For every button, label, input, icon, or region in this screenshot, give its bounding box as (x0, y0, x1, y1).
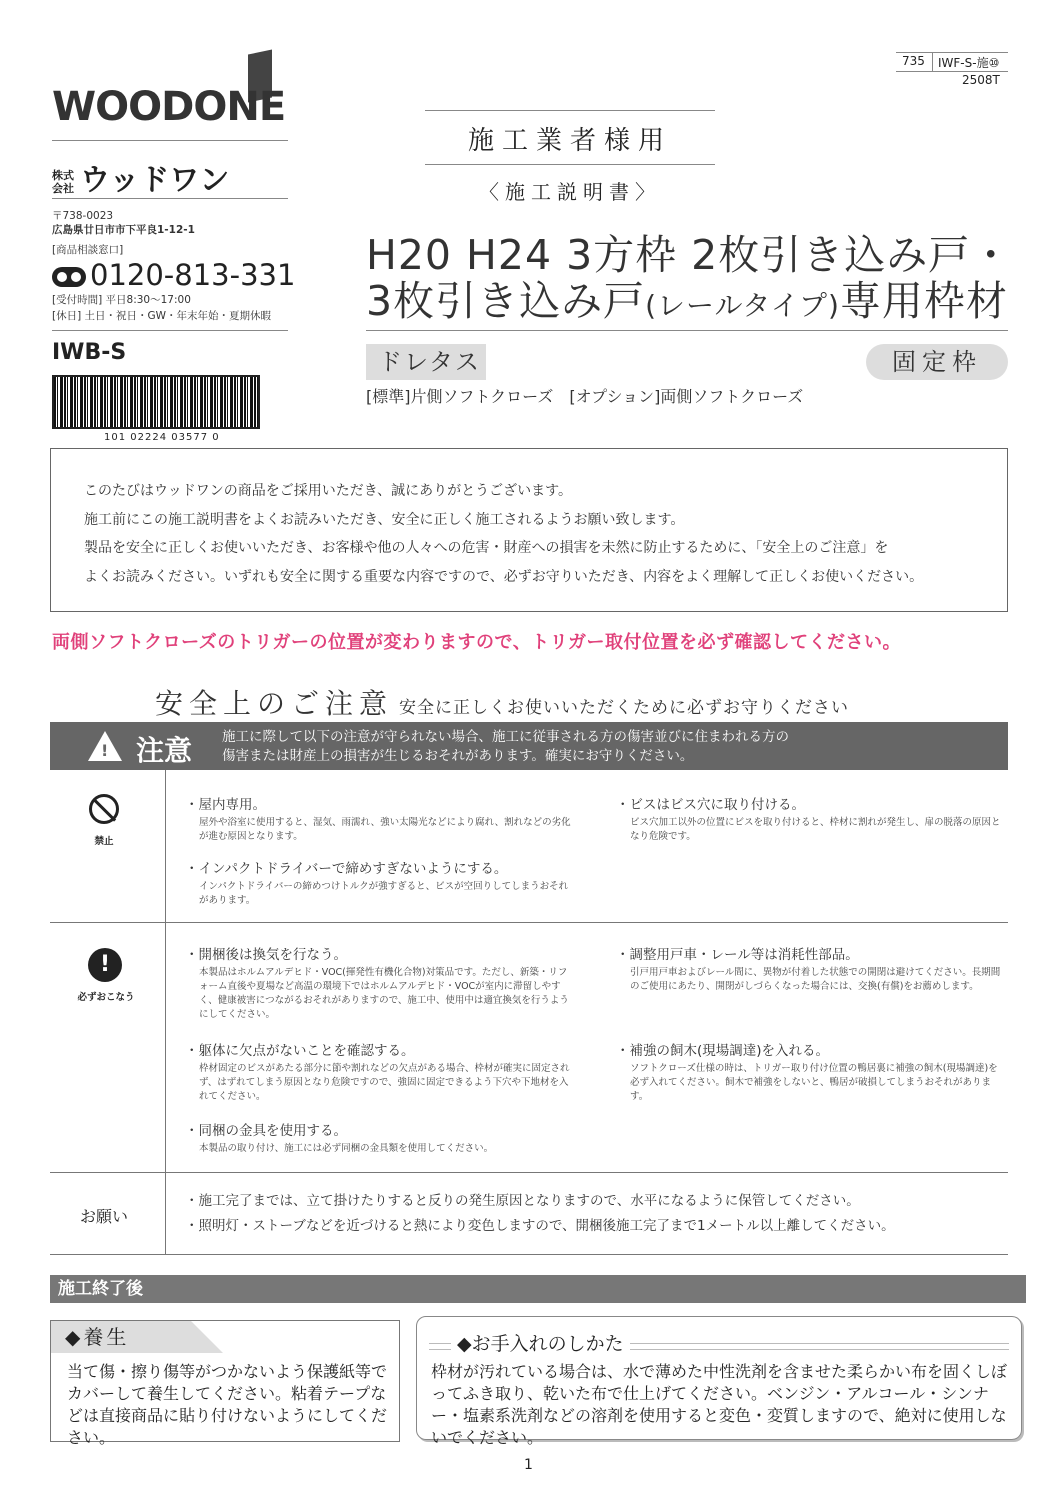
caution-text: 施工に際して以下の注意が守られない場合、施工に従事される方の傷害並びに住まわれる方の 傷害または財産上の損害が生じるおそれがあります。確実にお守りください。 (222, 729, 789, 764)
address: 広島県廿日市市下平良1-12-1 (52, 224, 195, 236)
phone-number: 0120-813-331 (52, 258, 295, 292)
manual-label: 〈施工説明書〉 (479, 180, 661, 204)
section-heading: 施工終了後 (50, 1275, 1026, 1303)
safety-item: ・調整用戸車・レール等は消耗性部品。 引戸用戸車およびレール間に、異物が付着した状態での開閉は避けてください。長期間のご使用にあたり、開閉がしづらくなった場合には、交換(有償)をお薦めします。 (616, 947, 1001, 992)
for-builder-label: 施工業者様用 (467, 126, 672, 156)
consult-label: [商品相談窓口] (52, 244, 124, 256)
safety-item: ・屋内専用。 屋外や浴室に使用すると、湿気、雨濡れ、強い太陽光などにより腐れ、割れなどの劣化が進む原因となります。 (185, 797, 571, 842)
company-name: 株式 会社 ウッドワン (52, 163, 230, 198)
request-list (185, 1189, 1005, 1239)
intro-line: このたびはウッドワンの商品をご採用いただき、誠にありがとうございます。 (84, 483, 573, 499)
postal-code: 〒738-0023 (52, 210, 114, 222)
page-title: H20 H24 3方枠 2枚引き込み戸・ 3枚引き込み戸(レールタイプ)専用枠材 (366, 231, 1013, 325)
request-item: ・施工完了までは、立て掛けたりすると反りの発生原因となりますので、水平になるように保管してください。 (185, 1193, 860, 1209)
safety-item: ・同梱の金具を使用する。 本製品の取り付け、施工には必ず同梱の金具類を使用してください。 (185, 1123, 494, 1154)
barcode (52, 375, 260, 429)
holidays: [休日] 土日・祝日・GW・年末年始・夏期休暇 (52, 310, 272, 322)
divider (52, 140, 288, 141)
maintenance-title: ◆お手入れのしかた (451, 1329, 630, 1356)
divider (50, 1172, 1008, 1173)
prohibit-label: 禁止 (94, 836, 114, 847)
page-number: 1 (524, 1457, 533, 1473)
business-hours: [受付時間] 平日8:30〜17:00 (52, 294, 191, 306)
safety-item: ・躯体に欠点がないことを確認する。 枠材固定のビスがあたる部分に節や割れなどの欠点がある場合、枠材が確実に固定されず、はずれてしまう原因となり危険ですので、強固に固定できるよう下穴や下地材を入れてください。 (185, 1043, 570, 1102)
curing-title: ◆養生 (51, 1321, 191, 1353)
divider (425, 164, 715, 165)
prohibit-icon (89, 794, 119, 824)
divider (52, 198, 288, 199)
curing-box (50, 1320, 400, 1447)
intro-line: よくお読みください。いずれも安全に関する重要な内容ですので、必ずお守りいただき、内容をよく理解して正しくお使いください。 (84, 568, 924, 585)
caution-label: 注意 (136, 734, 193, 767)
intro-line: 施工前にこの施工説明書をよくお読みいただき、安全に正しく施工されるようお願い致します。 (84, 511, 685, 528)
mandatory-icon: ! (88, 948, 122, 982)
maintenance-box (416, 1316, 1022, 1447)
safety-heading: 安全上のご注意 安全に正しくお使いいただくために必ずお守りください (155, 687, 850, 720)
maintenance-text: 枠材が汚れている場合は、水で薄めた中性洗剤を含ませた柔らかい布を固くしぼってふき取り、乾いた布で仕上げてください。ベンジン・アルコール・シンナー・塩素系洗剤などの溶剤を使用すると変色・変質しますので、絶対に使用しないでください。 (431, 1362, 1008, 1447)
series-tag: ドレタス (366, 344, 486, 380)
divider (50, 1254, 1008, 1255)
request-item: ・照明灯・ストーブなどを近づけると熱により変色しますので、開梱後施工完了まで1メートル以上離してください。 (185, 1218, 895, 1234)
divider (425, 110, 715, 111)
logo-text: WOODONE (52, 84, 286, 130)
safety-item: ・補強の飼木(現場調達)を入れる。 ソフトクローズ仕様の時は、トリガー取り付け位置の鴨居裏に補強の飼木(現場調達)を必ず入れてください。飼木で補強をしないと、鴨居が破損してしまうおそれがあります。 (616, 1043, 998, 1102)
divider (165, 770, 166, 1254)
document-revision: 2508T (962, 73, 1000, 87)
company-prefix: 株式 会社 (52, 168, 74, 195)
divider (366, 330, 1008, 331)
frame-type-badge: 固定枠 (866, 344, 1008, 380)
trigger-notice: 両側ソフトクローズのトリガーの位置が変わりますので、トリガー取付位置を必ず確認してください。 (52, 632, 902, 653)
model-number: IWB-S (52, 340, 127, 365)
safety-item: ・開梱後は換気を行なう。 本製品はホルムアルデヒド・VOC(揮発性有機化合物)対策品です。ただし、新築・リフォーム直後や夏場など高温の環境下ではホルムアルデヒド・VOCが室内に滞留しやすく、健康被害につながるおそれがありますので、施工中、使用中は適宜換気を行うようにしてください。 (185, 947, 569, 1020)
divider (50, 922, 1008, 923)
intro-box (50, 448, 1008, 612)
intro-line: 製品を安全に正しくお使いいただき、お客様や他の人々への危害・財産への損害を未然に防止するために、「安全上のご注意」を (84, 540, 889, 556)
request-label: お願い (80, 1207, 129, 1226)
woodone-logo (52, 52, 290, 128)
safety-subheading: 安全に正しくお使いいただくために必ずお守りください (399, 698, 850, 718)
safety-item: ・ビスはビス穴に取り付ける。 ビス穴加工以外の位置にビスを取り付けると、枠材に割れが発生し、扉の脱落の原因となり危険です。 (616, 797, 1001, 842)
freedial-icon (52, 267, 86, 287)
curing-text: 当て傷・擦り傷等がつかないよう保護紙等でカバーして養生してください。粘着テープなどは直接商品に貼り付けないようにしてください。 (67, 1362, 388, 1447)
mandatory-label: 必ずおこなう (77, 992, 135, 1003)
document-code: 735 IWF-S-施⑩ (896, 52, 1008, 72)
option-info: [標準]片側ソフトクローズ [オプション]両側ソフトクローズ (366, 387, 804, 406)
safety-item: ・インパクトドライバーで締めすぎないようにする。 インパクトドライバーの締めつけトルクが強すぎると、ビスが空回りしてしまうおそれがあります。 (185, 861, 569, 906)
caution-bar: ! 注意 施工に際して以下の注意が守られない場合、施工に従事される方の傷害並びに住まわれる方の 傷害または財産上の損害が生じるおそれがあります。確実にお守りください。 (50, 722, 1008, 770)
divider (52, 330, 288, 331)
barcode-number: 101 02224 03577 0 (104, 432, 220, 443)
